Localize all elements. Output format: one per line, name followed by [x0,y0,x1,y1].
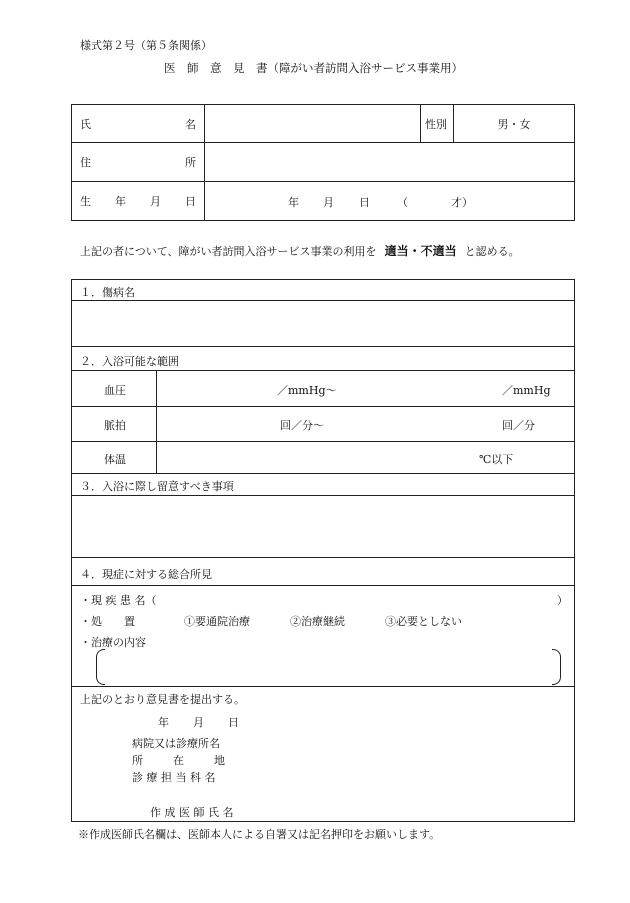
bp-to[interactable]: ／mmHg [502,384,551,397]
form-title: 医 師 意 見 書（障がい者訪問入浴サービス事業用） [164,61,463,75]
birth-date-field[interactable]: 年 月 日 （ 才） [205,182,575,221]
footnote: ※作成医師氏名欄は、医師本人による自署又は記名押印をお願いします。 [78,828,441,841]
name-label-cell: 氏 名 [72,105,205,143]
section-2-label: ２．入浴可能な範囲 [80,355,179,368]
temp-value[interactable]: ℃以下 [479,453,514,466]
hospital-label: 病院又は診療所名 [132,737,220,750]
eligibility-statement: 上記の者について、障がい者訪問入浴サービス事業の利用を 適当・不適当 と認める。 [80,244,520,258]
pulse-to[interactable]: 回／分 [502,419,535,432]
findings-area: ・現 疾 患 名（ ） ・処 置 ①要通院治療 ②治療継続 ③必要としない ・治療の内容 [72,585,574,688]
pulse-from[interactable]: 回／分～ [280,419,324,432]
pulse-row: 脈拍 回／分～ 回／分 [72,406,574,441]
opinion-box [71,279,575,687]
submission-statement: 上記のとおり意見書を提出する。 [80,693,245,706]
temp-row: 体温 ℃以下 [72,441,574,473]
address-label-cell: 住 所 [72,143,205,182]
location-label: 所 在 地 [132,754,225,767]
eligibility-choice[interactable]: 適当・不適当 [384,244,457,258]
sex-value[interactable]: 男・女 [454,105,575,143]
current-disease-label: ・現 疾 患 名（ [80,594,157,607]
address-field[interactable] [205,143,575,182]
section-1-label: １．傷病名 [80,286,135,299]
bathing-notes-field[interactable] [72,495,574,557]
applicant-info-table [71,104,575,221]
form-number: 様式第２号（第５条関係） [80,39,212,52]
option-outpatient[interactable]: ①要通院治療 [184,615,250,628]
submission-box: 上記のとおり意見書を提出する。 年 月 日 病院又は診療所名 所 在 地 診 療 担 当 科 名 作 成 医 師 氏 名 [71,687,575,822]
dept-label: 診 療 担 当 科 名 [132,771,216,784]
treatment-content-open-bracket [96,649,105,685]
option-not-required[interactable]: ③必要としない [385,615,462,628]
section-3-label: ３．入浴に際し留意すべき事項 [80,480,234,493]
name-field[interactable] [205,105,421,143]
option-continue[interactable]: ②治療継続 [290,615,345,628]
bp-from[interactable]: ／mmHg～ [277,384,337,397]
doctor-name-label: 作 成 医 師 氏 名 [150,806,234,819]
section-4-label: ４．現症に対する総合所見 [80,568,212,581]
treatment-label: ・処 置 [80,615,135,628]
treatment-content-close-bracket [552,649,561,685]
treatment-content-label: ・治療の内容 [80,636,146,649]
bp-row: 血圧 ／mmHg～ ／mmHg [72,370,574,406]
sex-label: 性別 [421,105,454,143]
diagnosis-field[interactable] [72,300,574,346]
birth-label-cell: 生 年 月 日 [72,182,205,221]
